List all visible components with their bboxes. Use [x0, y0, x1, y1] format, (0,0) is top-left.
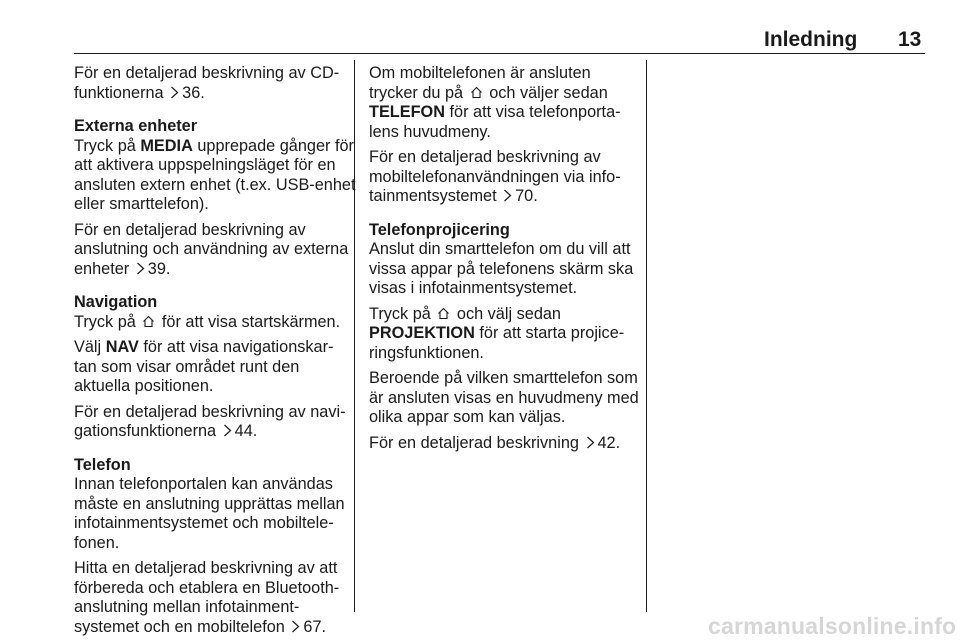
projection-paragraph-4: [369, 434, 641, 454]
projection-text-middle: och välj sedan: [456, 304, 561, 323]
watermark: carmanualsonline.info: [708, 613, 957, 639]
phone-paragraph-1: Innan telefonportalen kan användas måste en anslutning upprättas mellan infotainmentsystemet och mobiltele-fonen.: [74, 475, 345, 552]
phone-heading: Telefon: [74, 455, 131, 474]
external-reference-text: För en detaljerad beskrivning av anslutning och användning av externa enheter: [74, 220, 349, 278]
projection-reference[interactable]: 42.: [597, 433, 621, 452]
telephone-text-start: Om mobiltelefonen är ansluten trycker du på: [369, 64, 591, 102]
external-text-start: Tryck på: [74, 136, 136, 155]
page-number: 13: [898, 28, 922, 51]
navigation-text-end: för att visa startskärmen.: [161, 312, 341, 331]
projection-paragraph-1: Anslut din smarttelefon om du vill att vissa appar på telefonens skärm ska visas i infotainmentsystemet.: [369, 240, 634, 297]
reference-arrow-icon: [503, 189, 512, 202]
home-icon: [142, 315, 155, 328]
projection-text-end: för att starta projice-ringsfunktionen.: [369, 324, 625, 362]
telephone-text-middle: och väljer sedan: [489, 83, 608, 102]
phone-reference[interactable]: 67.: [303, 617, 327, 636]
phone-reference-text: Hitta en detaljerad beskrivning av att förbereda och etablera en Bluetooth-anslutning mellan infotainment-systemet och en mobiltelefon: [74, 559, 340, 636]
projection-heading: Telefonprojicering: [369, 220, 510, 239]
telephone-text-end: för att visa telefonporta-lens huvudmeny.: [369, 103, 621, 141]
nav-key-label: NAV: [105, 338, 139, 356]
column-divider-right: [646, 60, 647, 612]
mobile-usage-reference[interactable]: 70.: [515, 187, 538, 205]
mobile-usage-paragraph: [369, 148, 641, 207]
projection-paragraph-2: [369, 305, 641, 364]
left-column: [74, 64, 356, 643]
telephone-paragraph: [369, 64, 641, 142]
external-reference[interactable]: 39.: [147, 259, 171, 278]
reference-arrow-icon: [291, 620, 300, 633]
external-devices-heading: Externa enheter: [74, 117, 198, 135]
middle-column: [369, 64, 641, 459]
home-icon: [437, 307, 450, 320]
navigation-paragraph-1: [74, 313, 356, 333]
navigation-paragraph-3: [74, 403, 356, 442]
cd-text: För en detaljerad beskrivning av CD-funktionerna: [74, 64, 340, 102]
projektion-key-label: PROJEKTION: [369, 324, 475, 342]
reference-arrow-icon: [136, 262, 145, 275]
header-rule: [74, 53, 925, 54]
navigation-paragraph-2: [74, 338, 356, 397]
media-key-label: MEDIA: [140, 136, 193, 155]
external-devices-reference-paragraph: [74, 221, 356, 280]
projection-text-start: Tryck på: [369, 304, 431, 323]
external-devices-paragraph: [74, 137, 356, 215]
navigation-text-start: Tryck på: [74, 312, 136, 331]
reference-arrow-icon: [223, 424, 232, 437]
reference-arrow-icon: [586, 436, 595, 449]
home-icon: [470, 86, 483, 99]
external-text-end: upprepade gånger för att aktivera uppspelningsläget för en ansluten extern enhet (t.ex. USB-enhet eller smarttelefon).: [74, 136, 356, 213]
projection-reference-text: För en detaljerad beskrivning: [369, 433, 579, 452]
mobile-usage-text: För en detaljerad beskrivning av mobiltelefonanvändningen via info-tainmentsystemet: [369, 148, 621, 205]
navigation-heading: Navigation: [74, 293, 158, 311]
navigation-reference[interactable]: 44.: [234, 422, 258, 440]
header-title: Inledning: [764, 28, 858, 51]
telefon-key-label: TELEFON: [369, 103, 445, 121]
navigation-map-text: för att visa navigationskar-tan som visar området runt den aktuella positionen.: [74, 338, 334, 395]
phone-paragraph-2: [74, 559, 356, 637]
reference-arrow-icon: [170, 86, 179, 99]
cd-reference[interactable]: 36.: [182, 83, 205, 102]
navigation-reference-text: För en detaljerad beskrivning av navi-gationsfunktionerna: [74, 402, 346, 440]
projection-paragraph-3: Beroende på vilken smarttelefon som är ansluten visas en huvudmeny med olika appar som kan väljas.: [369, 369, 639, 426]
navigation-select-text: Välj: [74, 338, 102, 356]
cd-paragraph: [74, 64, 356, 103]
